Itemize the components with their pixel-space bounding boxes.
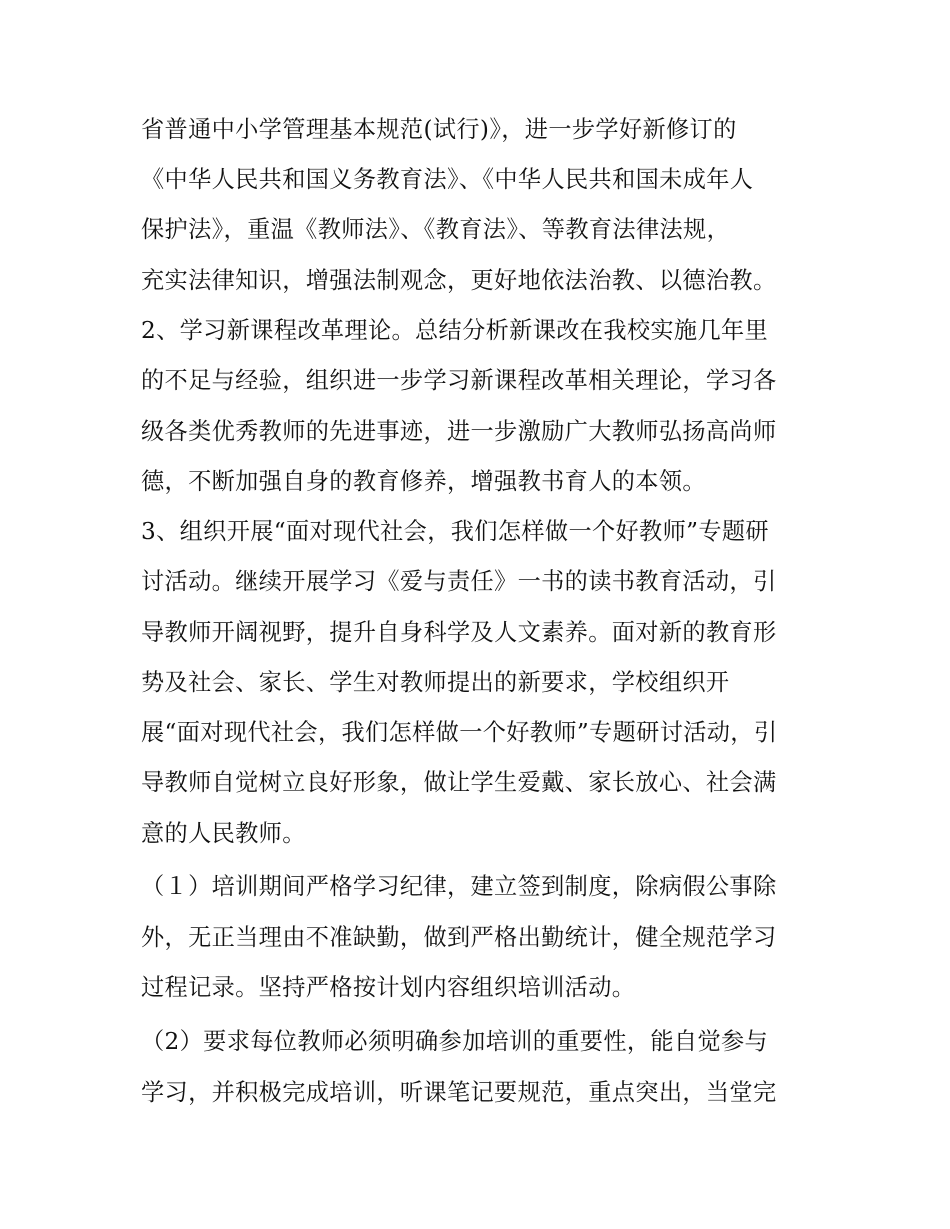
text-line: 2、学习新课程改革理论。总结分析新课改在我校实施几年里 bbox=[141, 317, 769, 344]
text-line: 导教师自觉树立良好形象，做让学生爱戴、家长放心、社会满 bbox=[141, 769, 777, 796]
text-line: 德，不断加强自身的教育修养，增强教书育人的本领。 bbox=[141, 468, 706, 495]
text-line: （2）要求每位教师必须明确参加培训的重要性，能自觉参与 bbox=[141, 1028, 769, 1055]
text-line: 讨活动。继续开展学习《爱与责任》一书的读书教育活动，引 bbox=[141, 568, 777, 595]
text-line: 意的人民教师。 bbox=[141, 820, 306, 847]
text-line: 展“面对现代社会，我们怎样做一个好教师”专题研讨活动，引 bbox=[141, 719, 778, 746]
text-line: 导教师开阔视野，提升自身科学及人文素养。面对新的教育形 bbox=[141, 619, 777, 646]
text-line: 势及社会、家长、学生对教师提出的新要求，学校组织开 bbox=[141, 669, 730, 696]
text-line: 省普通中小学管理基本规范(试行)》，进一步学好新修订的 bbox=[141, 116, 737, 143]
text-line: 3、组织开展“面对现代社会，我们怎样做一个好教师”专题研 bbox=[141, 518, 769, 545]
text-line: 学习，并积极完成培训，听课笔记要规范，重点突出，当堂完 bbox=[141, 1079, 777, 1106]
text-line: （１）培训期间严格学习纪律，建立签到制度，除病假公事除 bbox=[141, 873, 777, 900]
text-line: 外，无正当理由不准缺勤，做到严格出勤统计，健全规范学习 bbox=[141, 924, 777, 951]
text-line: 《中华人民共和国义务教育法》、《中华人民共和国未成年人 bbox=[141, 166, 754, 193]
text-line: 的不足与经验，组织进一步学习新课程改革相关理论，学习各 bbox=[141, 367, 777, 394]
text-line: 充实法律知识，增强法制观念，更好地依法治教、以德治教。 bbox=[141, 267, 777, 294]
text-line: 保护法》，重温《教师法》、《教育法》、等教育法律法规， bbox=[141, 216, 731, 243]
text-line: 过程记录。坚持严格按计划内容组织培训活动。 bbox=[141, 974, 636, 1001]
text-line: 级各类优秀教师的先进事迹，进一步激励广大教师弘扬高尚师 bbox=[141, 418, 777, 445]
